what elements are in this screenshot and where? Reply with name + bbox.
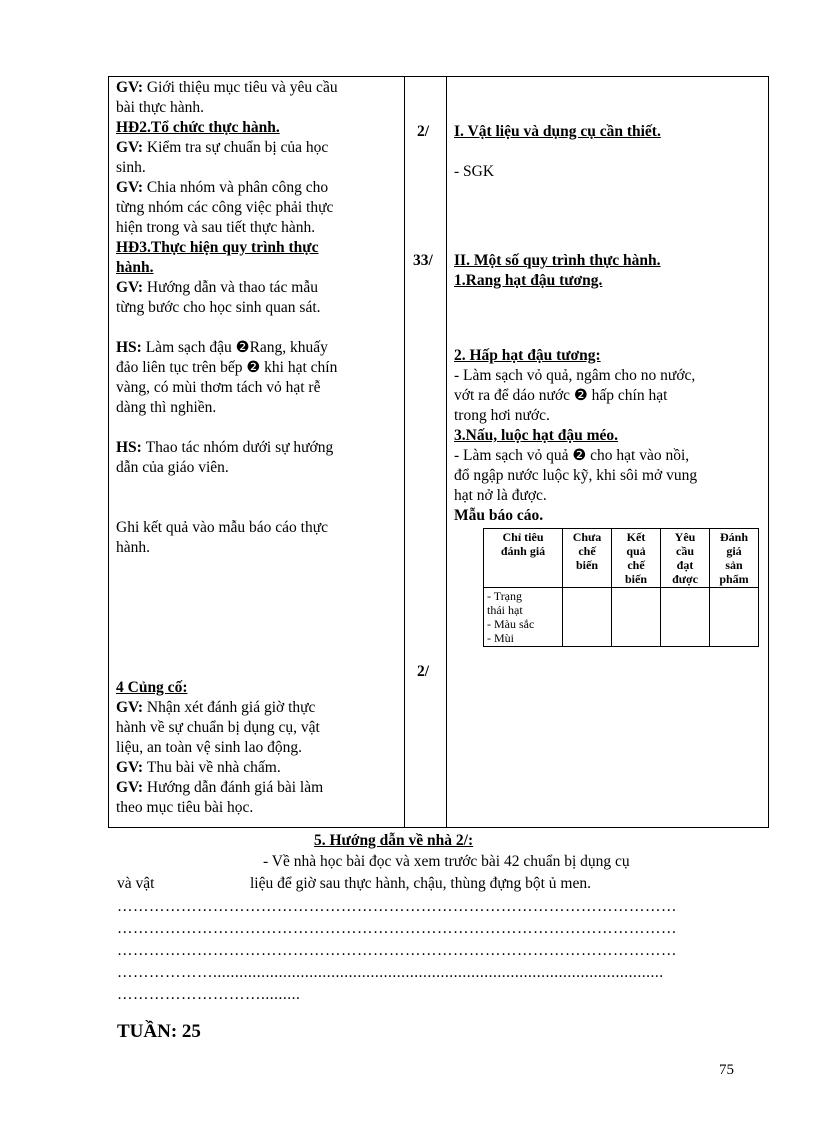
report-title: Mẫu báo cáo. — [454, 507, 544, 524]
dotted-line: ………………………......... — [117, 986, 301, 1003]
section-title: II. Một số quy trình thực hành. — [454, 252, 661, 269]
consolidation-section — [116, 678, 323, 818]
header-cell: Yêu cầu đạt được — [661, 529, 710, 588]
time-marker: 2/ — [417, 123, 430, 140]
text-line: HS: Làm sạch đậu ❷Rang, khuấy — [116, 339, 328, 356]
text-line: đổ ngập nước luộc kỹ, khi sôi mở vung — [454, 467, 698, 484]
text-line: bài thực hành. — [116, 99, 205, 116]
text-line: đảo liên tục trên bếp ❷ khi hạt chín — [116, 359, 338, 376]
text-line: vàng, có mùi thơm tách vỏ hạt rễ — [116, 379, 321, 396]
text-line: từng nhóm các công việc phải thực — [116, 199, 334, 216]
empty-cell — [612, 588, 661, 647]
homework-line-left: và vật — [117, 875, 155, 892]
empty-cell — [710, 588, 759, 647]
text-line: GV: Nhận xét đánh giá giờ thực — [116, 699, 316, 716]
text-line: 4 Củng cố: — [116, 679, 188, 696]
procedure-section — [454, 251, 697, 526]
text-line: GV: Hướng dẫn và thao tác mẫu — [116, 279, 318, 296]
section-title: I. Vật liệu và dụng cụ cần thiết. — [454, 123, 661, 140]
dotted-line: …………………………………………………………………………………………… — [117, 920, 677, 937]
time-marker: 33/ — [413, 252, 433, 269]
text-line: GV: Chia nhóm và phân công cho — [116, 179, 329, 196]
text-line: sinh. — [116, 159, 146, 176]
text-line — [116, 318, 338, 338]
subsection-title: 3.Nấu, luộc hạt đậu méo. — [454, 427, 619, 444]
activities-column — [116, 78, 338, 558]
empty-cell — [563, 588, 612, 647]
week-label: TUẦN: 25 — [117, 1021, 201, 1042]
text-line: theo mục tiêu bài học. — [116, 799, 254, 816]
report-template-table — [483, 528, 759, 647]
text-line: hiện trong và sau tiết thực hành. — [116, 219, 316, 236]
text-line: trong hơi nước. — [454, 407, 550, 424]
text-line: từng bước cho học sinh quan sát. — [116, 299, 321, 316]
text-line: hạt nở là được. — [454, 487, 547, 504]
time-marker: 2/ — [417, 663, 430, 680]
homework-line: liệu để giờ sau thực hành, chậu, thùng đựng bột ủ men. — [250, 875, 591, 892]
text-line: GV: Giới thiệu mục tiêu và yêu cầu — [116, 79, 338, 96]
header-cell: Đánh giá sản phẩm — [710, 529, 759, 588]
criteria-cell: - Trạng thái hạt - Màu sắc - Mùi — [484, 588, 563, 647]
subsection-title: 2. Hấp hạt đậu tương: — [454, 347, 601, 364]
text-line: - Làm sạch vỏ quả ❷ cho hạt vào nồi, — [454, 447, 690, 464]
column-divider — [404, 76, 405, 828]
text-line — [116, 478, 338, 498]
header-cell: Chỉ tiêu đánh giá — [484, 529, 563, 588]
content-column — [454, 122, 661, 182]
header-cell: Chưa chế biến — [563, 529, 612, 588]
text-line: hành. — [116, 539, 151, 556]
homework-title: 5. Hướng dẫn về nhà 2/: — [314, 832, 474, 849]
text-line: dàng thì nghiền. — [116, 399, 217, 416]
text-line: vớt ra để dáo nước ❷ hấp chín hạt — [454, 387, 668, 404]
empty-cell — [661, 588, 710, 647]
text-line: HĐ2.Tổ chức thực hành. — [116, 119, 280, 136]
text-line: GV: Hướng dẫn đánh giá bài làm — [116, 779, 324, 796]
text-line: - Làm sạch vỏ quả, ngâm cho no nước, — [454, 367, 696, 384]
text-line — [116, 498, 338, 518]
text-line: liệu, an toàn vệ sinh lao động. — [116, 739, 302, 756]
text-line: hành về sự chuẩn bị dụng cụ, vật — [116, 719, 320, 736]
homework-line: - Về nhà học bài đọc và xem trước bài 42 chuẩn bị dụng cụ — [263, 853, 630, 870]
text-line: dẫn của giáo viên. — [116, 459, 229, 476]
column-divider — [446, 76, 447, 828]
text-line: hành. — [116, 259, 154, 276]
text-line: GV: Thu bài về nhà chấm. — [116, 759, 281, 776]
dotted-line: …………………………………………………………………………………………… — [117, 942, 677, 959]
text-line — [116, 418, 338, 438]
text-line: GV: Kiểm tra sự chuẩn bị của học — [116, 139, 329, 156]
text-line: Ghi kết quả vào mẫu báo cáo thực — [116, 519, 328, 536]
page-number: 75 — [719, 1062, 734, 1078]
text-line: HĐ3.Thực hiện quy trình thực — [116, 239, 319, 256]
dotted-line: …………………………………………………………………………………………… — [117, 898, 677, 915]
subsection-title: 1.Rang hạt đậu tương. — [454, 272, 603, 289]
material-item: - SGK — [454, 163, 495, 180]
header-cell: Kết quả chế biến — [612, 529, 661, 588]
text-line: HS: Thao tác nhóm dưới sự hướng — [116, 439, 334, 456]
dotted-line: ………………....................................................................................................... — [117, 964, 664, 981]
